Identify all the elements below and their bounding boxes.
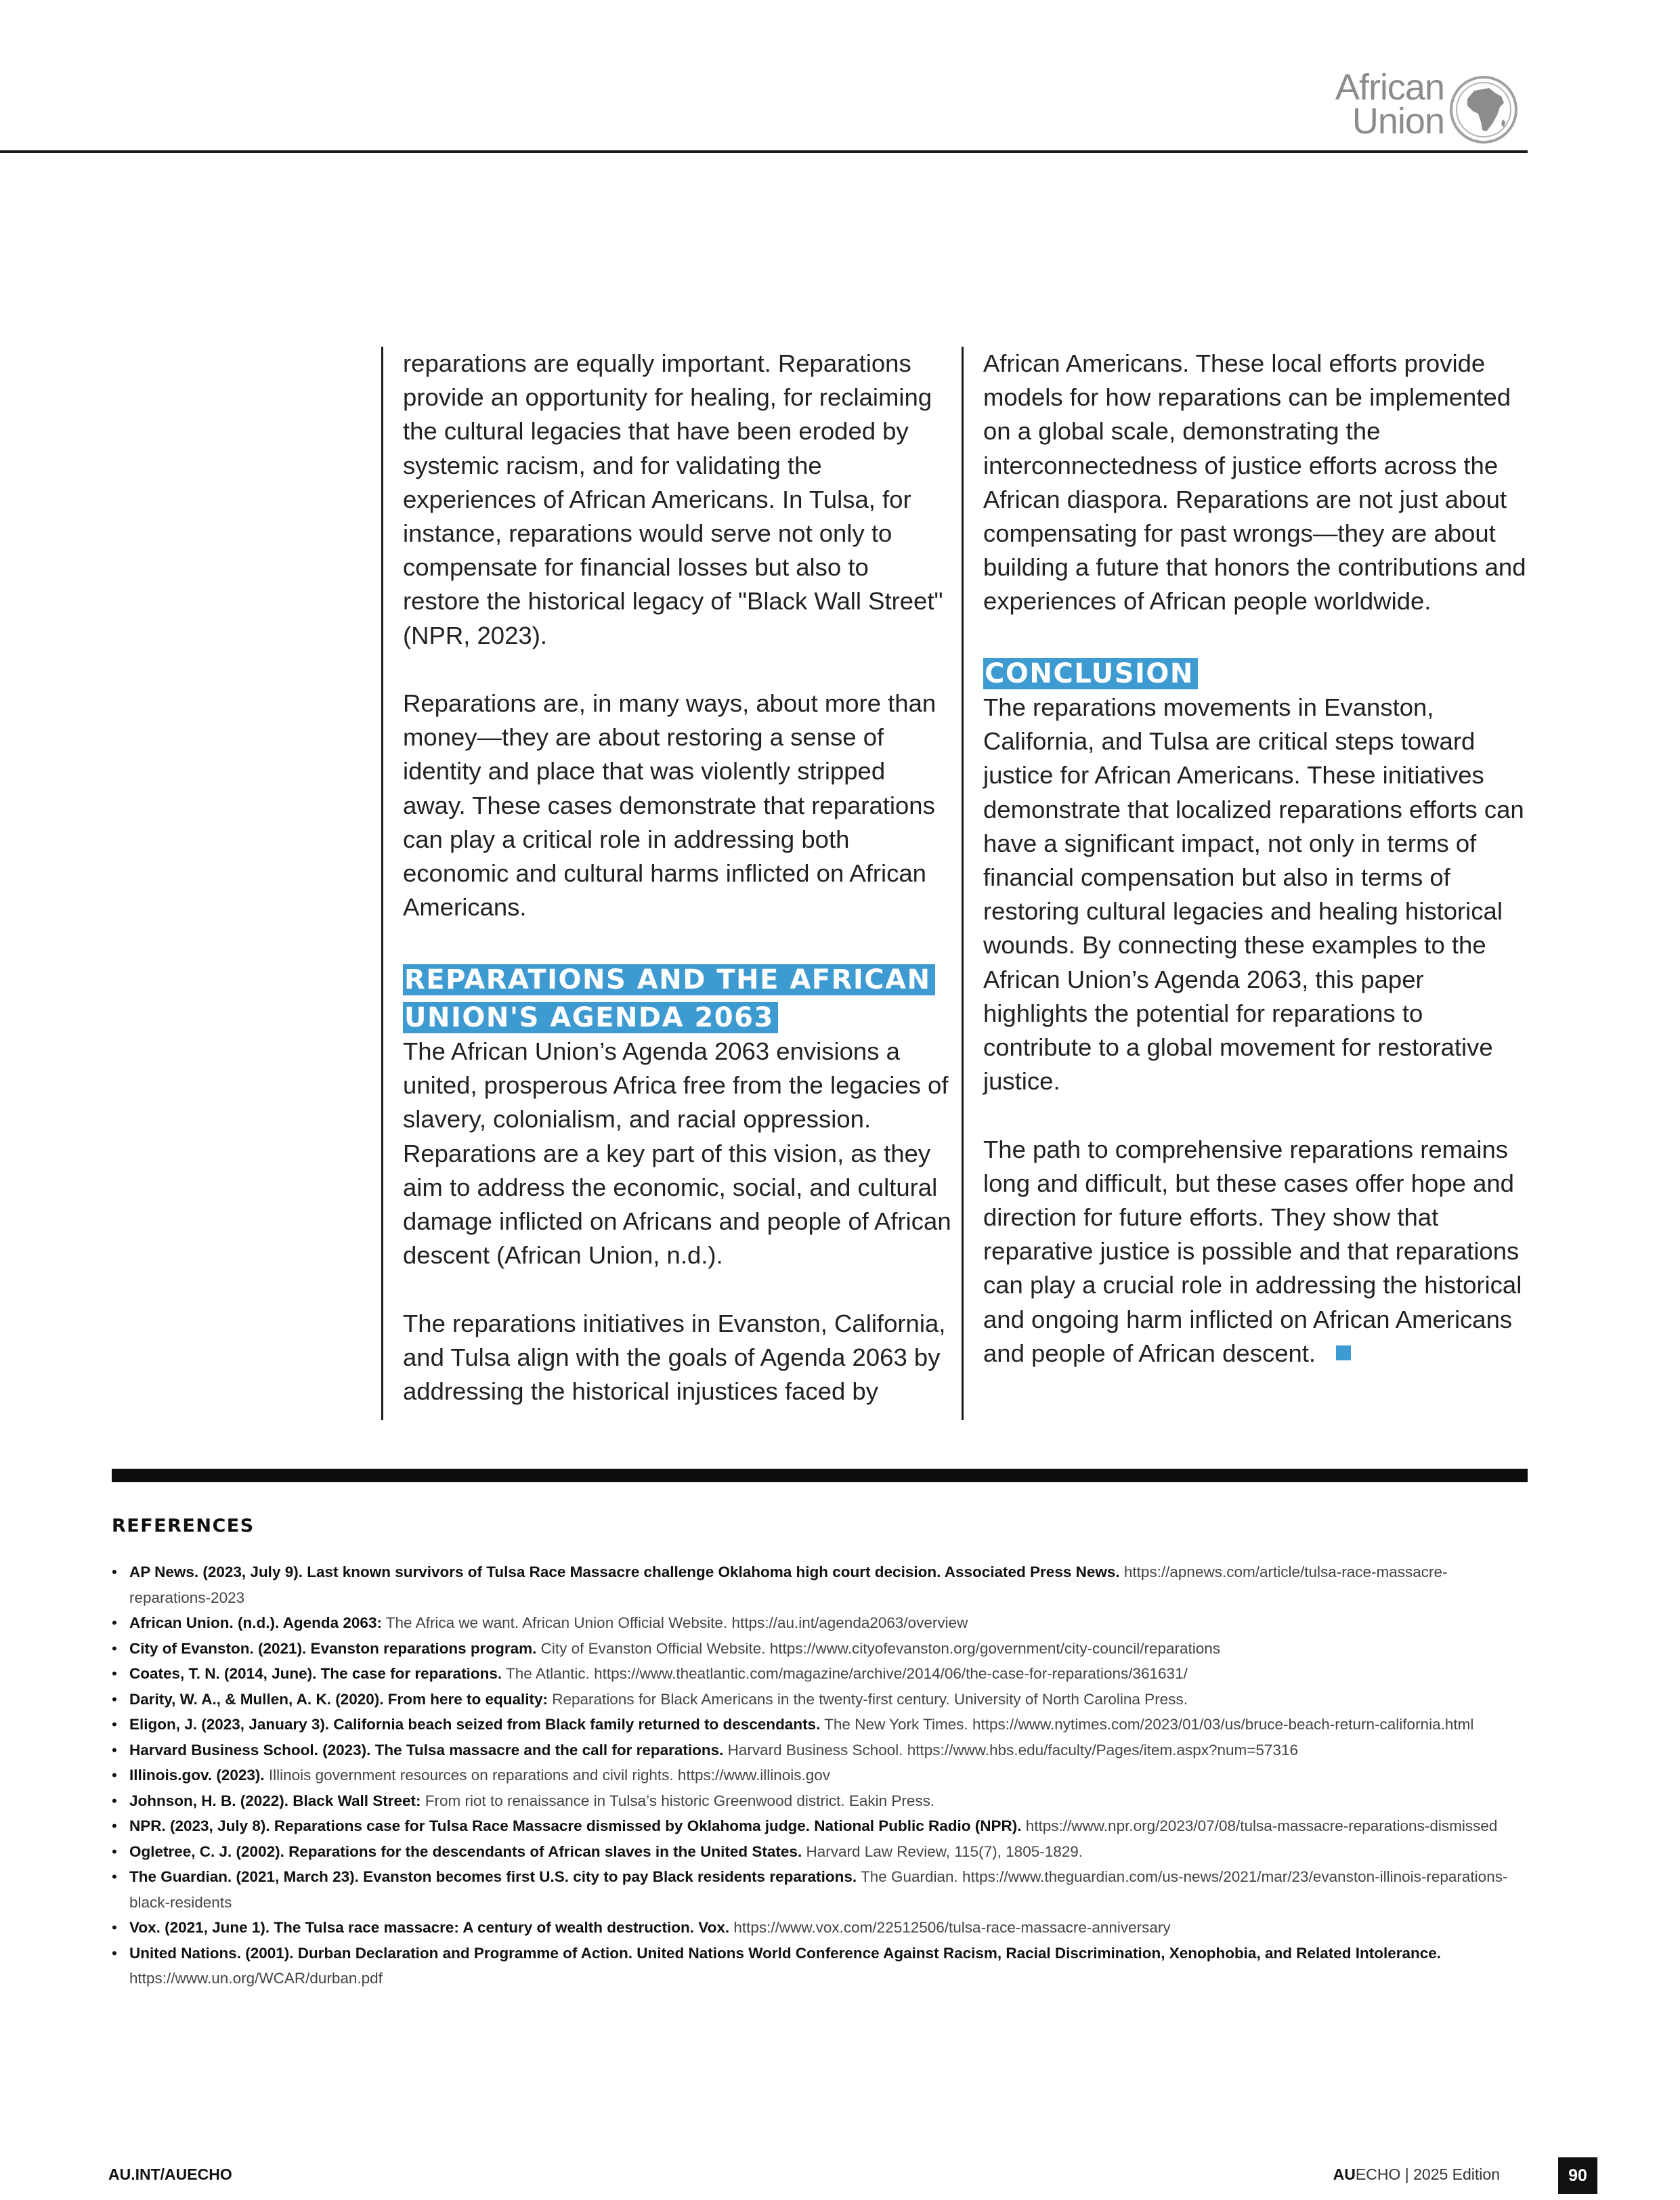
reference-source: The Atlantic. https://www.theatlantic.com/magazine/archive/2014/06/the-case-for-reparations/361631/ (502, 1665, 1188, 1682)
reference-citation: City of Evanston. (2021). Evanston reparations program. (129, 1639, 537, 1657)
reference-citation: The Guardian. (2021, March 23). Evanston becomes first U.S. city to pay Black residents reparations. (129, 1868, 857, 1885)
reference-citation: Eligon, J. (2023, January 3). California beach seized from Black family returned to descendants. (129, 1716, 821, 1733)
reference-item (112, 1763, 1520, 1788)
logo-line-2: Union (1352, 101, 1444, 142)
reference-citation: United Nations. (2001). Durban Declaration and Programme of Action. United Nations World Conference Against Racism, Racial Discrimination, Xenophobia, and Related Intolerance. (129, 1944, 1442, 1962)
reference-item (112, 1915, 1520, 1941)
reference-citation: Vox. (2021, June 1). The Tulsa race massacre: A century of wealth destruction. Vox. (129, 1919, 730, 1936)
reference-citation: Ogletree, C. J. (2002). Reparations for the descendants of African slaves in the United States. (129, 1842, 802, 1860)
reference-citation: African Union. (n.d.). Agenda 2063: (129, 1614, 382, 1631)
reference-item (112, 1661, 1520, 1687)
reference-item (112, 1559, 1520, 1610)
references-list (112, 1559, 1520, 1991)
reference-source: The Guardian. https://www.theguardian.com/us-news/2021/mar/23/evanston-illinois-reparations-black-residents (129, 1868, 1508, 1911)
left-column (403, 347, 951, 1408)
reference-item (112, 1941, 1520, 1991)
references-heading: REFERENCES (112, 1515, 255, 1536)
reference-item (112, 1738, 1520, 1763)
section-heading-conclusion (983, 653, 1532, 691)
right-paragraph-2: The reparations movements in Evanston, California, and Tulsa are critical steps toward justice for African Americans. These initiatives demonstrate that localized reparations efforts can have a significant impact, not only in terms of financial compensation but also in terms of restoring cultural legacies and healing historical wounds. By connecting these examples to the African Union’s Agenda 2063, this paper highlights the potential for reparations to contribute to a global movement for restorative justice. (983, 693, 1524, 1096)
reference-source: https://www.npr.org/2023/07/08/tulsa-massacre-reparations-dismissed (1021, 1817, 1498, 1834)
references-divider (112, 1469, 1528, 1482)
reference-source: From riot to renaissance in Tulsa’s historic Greenwood district. Eakin Press. (421, 1792, 935, 1809)
header-rule (0, 150, 1528, 153)
footer-edition-brand: AU (1333, 2165, 1356, 2183)
reference-item (112, 1712, 1520, 1738)
reference-item (112, 1687, 1520, 1712)
right-paragraph-3-text: The path to comprehensive reparations remains long and difficult, but these cases offer hope and direction for future efforts. They show that reparative justice is possible and that reparations can play a crucial role in addressing the historical and ongoing harm inflicted on African Americans and people of African descent. (983, 1135, 1522, 1367)
au-emblem-icon (1447, 73, 1520, 146)
right-paragraph-1: African Americans. These local efforts provide models for how reparations can be implemented on a global scale, demonstrating the interconnectedness of justice efforts across the African diaspora. Reparations are not just about compensating for past wrongs—they are about building a future that honors the contributions and experiences of African people worldwide. (983, 349, 1526, 616)
reference-source: The Africa we want. African Union Official Website. https://au.int/agenda2063/overview (381, 1614, 968, 1631)
reference-citation: AP News. (2023, July 9). Last known survivors of Tulsa Race Massacre challenge Oklahoma high court decision. Associated Press News. (129, 1563, 1120, 1580)
footer-edition (1333, 2165, 1500, 2184)
reference-citation: NPR. (2023, July 8). Reparations case for Tulsa Race Massacre dismissed by Oklahoma judge. National Public Radio (NPR). (129, 1817, 1022, 1834)
column-rule-left (381, 347, 383, 1420)
left-paragraph-4: The reparations initiatives in Evanston, California, and Tulsa align with the goals of Agenda 2063 by addressing the historical injustices faced by (403, 1309, 946, 1406)
reference-source: Illinois government resources on reparations and civil rights. https://www.illinois.gov (264, 1767, 831, 1784)
reference-source: https://apnews.com/article/tulsa-race-massacre-reparations-2023 (129, 1563, 1448, 1606)
left-paragraph-2: Reparations are, in many ways, about more than money—they are about restoring a sense of identity and place that was violently stripped away. These cases demonstrate that reparations can play a critical role in addressing both economic and cultural harms inflicted on African Americans. (403, 689, 936, 922)
reference-source: Harvard Law Review, 115(7), 1805-1829. (802, 1842, 1083, 1860)
african-union-logo (1324, 67, 1527, 145)
article-end-mark (1336, 1345, 1351, 1360)
reference-item (112, 1813, 1520, 1839)
reference-source: https://www.vox.com/22512506/tulsa-race-massacre-anniversary (729, 1919, 1171, 1936)
reference-source: Reparations for Black Americans in the twenty-first century. University of North Carolina Press. (548, 1690, 1188, 1708)
footer-url: AU.INT/AUECHO (108, 2165, 232, 2183)
reference-item (112, 1864, 1520, 1915)
page-number: 90 (1558, 2157, 1597, 2194)
reference-source: The New York Times. https://www.nytimes.com/2023/01/03/us/bruce-beach-return-california.html (820, 1716, 1474, 1733)
left-paragraph-3: The African Union’s Agenda 2063 envisions a united, prosperous Africa free from the legacies of slavery, colonialism, and racial oppression. Reparations are a key part of this vision, as they aim to address the economic, social, and cultural damage inflicted on Africans and people of African descent (African Union, n.d.). (403, 1037, 951, 1270)
column-rule-right (962, 347, 964, 1420)
reference-item (112, 1610, 1520, 1636)
reference-citation: Illinois.gov. (2023). (129, 1767, 265, 1784)
footer-edition-text: ECHO | 2025 Edition (1355, 2165, 1500, 2183)
logo-line-1: African (1335, 67, 1444, 108)
section-heading-agenda-2063 (403, 959, 951, 1035)
reference-citation: Coates, T. N. (2014, June). The case for reparations. (129, 1665, 502, 1682)
logo-wordmark (1324, 67, 1444, 142)
reference-source: City of Evanston Official Website. https://www.cityofevanston.org/government/city-council/reparations (536, 1639, 1221, 1657)
right-paragraph-3 (983, 1133, 1532, 1371)
section-heading-agenda-2063-text: REPARATIONS AND THE AFRICAN UNION'S AGENDA 2063 (403, 964, 935, 1033)
section-heading-conclusion-text: CONCLUSION (983, 658, 1198, 689)
reference-item (112, 1839, 1520, 1865)
reference-source: Harvard Business School. https://www.hbs.edu/faculty/Pages/item.aspx?num=57316 (723, 1741, 1298, 1759)
reference-item (112, 1788, 1520, 1814)
reference-citation: Darity, W. A., & Mullen, A. K. (2020). From here to equality: (129, 1690, 548, 1708)
reference-item (112, 1636, 1520, 1662)
left-paragraph-1: reparations are equally important. Reparations provide an opportunity for healing, for reclaiming the cultural legacies that have been eroded by systemic racism, and for validating the experiences of African Americans. In Tulsa, for instance, reparations would serve not only to compensate for financial losses but also to restore the historical legacy of "Black Wall Street" (NPR, 2023). (403, 349, 943, 649)
right-column (983, 347, 1532, 1371)
reference-citation: Harvard Business School. (2023). The Tulsa massacre and the call for reparations. (129, 1741, 724, 1759)
reference-source: https://www.un.org/WCAR/durban.pdf (129, 1970, 383, 1987)
reference-citation: Johnson, H. B. (2022). Black Wall Street: (129, 1792, 421, 1809)
